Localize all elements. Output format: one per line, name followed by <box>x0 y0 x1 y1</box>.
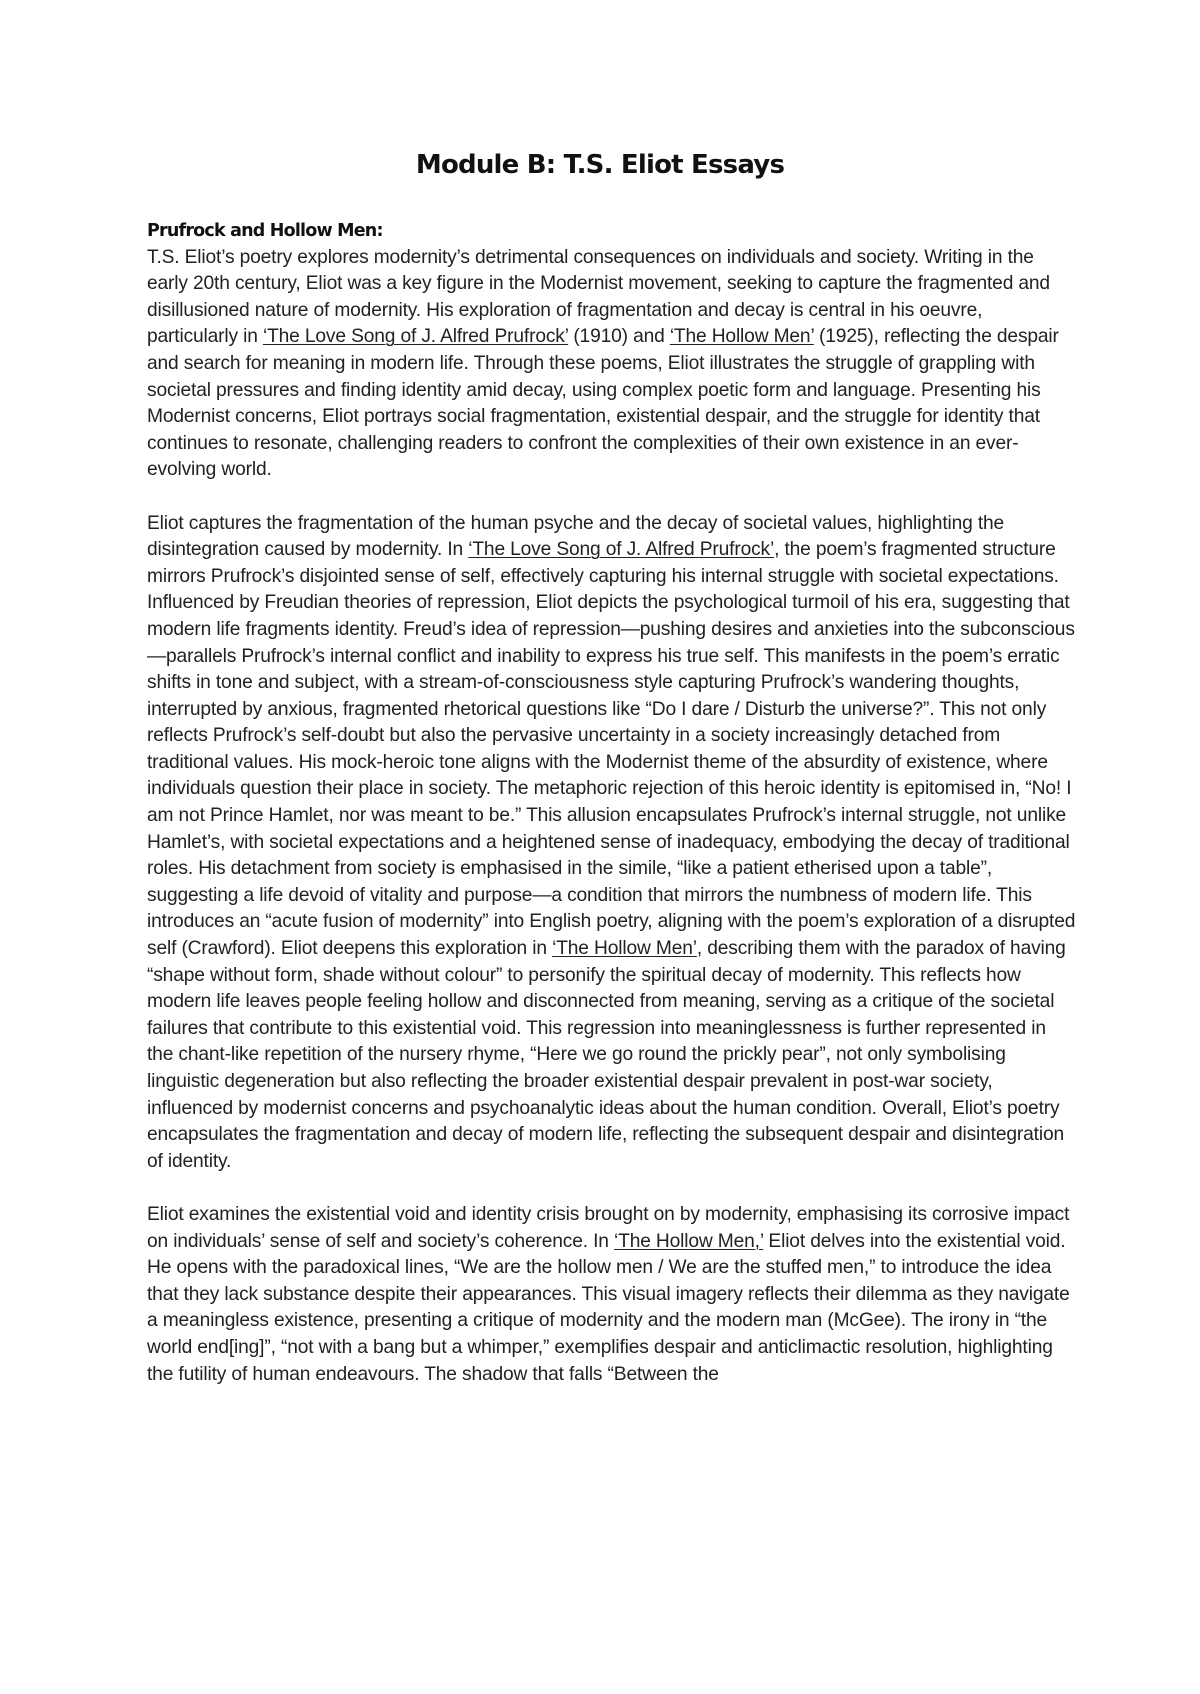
poem-title-reference: ‘The Love Song of J. Alfred Prufrock’ <box>262 326 569 348</box>
paragraph-text: , describing them with the paradox of having “shape without form, shade without colour” to personify the spiritual decay of modernity. This reflects how modern life leaves people feeling hollow and disconnected from meaning, serving as a critique of the societal failures that contribute to this existential void. This regression into meaninglessness is further represented in the chant-like repetition of the nursery rhyme, “Here we go round the prickly pear”, not only symbolising linguistic degeneration but also reflecting the broader existential despair prevalent in post-war society, influenced by modernist concerns and psychoanalytic ideas about the human condition. Overall, Eliot’s poetry encapsulates the fragmentation and decay of modern life, reflecting the subsequent despair and disintegration of identity. <box>147 938 1066 1172</box>
paragraph-list <box>147 245 1077 1389</box>
section-heading: Prufrock and Hollow Men: <box>147 221 383 241</box>
paragraph-text: , the poem’s fragmented structure mirrors Prufrock’s disjointed sense of self, effectively capturing his internal struggle with societal expectations. Influenced by Freudian theories of repression, Eliot depicts the psychological turmoil of his era, suggesting that modern life fragments identity. Freud’s idea of repression—pushing desires and anxieties into the subconscious—parallels Prufrock’s internal conflict and inability to express his true self. This manifests in the poem’s erratic shifts in tone and subject, with a stream-of-consciousness style capturing Prufrock’s wandering thoughts, interrupted by anxious, fragmented rhetorical questions like “Do I dare / Disturb the universe?”. This not only reflects Prufrock’s self-doubt but also the pervasive uncertainty in a society increasingly detached from traditional values. His mock-heroic tone aligns with the Modernist theme of the absurdity of existence, where individuals question their place in society. The metaphoric rejection of this heroic identity is epitomised in, “No! I am not Prince Hamlet, nor was meant to be.” This allusion encapsulates Prufrock’s internal struggle, not unlike Hamlet’s, with societal expectations and a heightened sense of inadequacy, embodying the decay of traditional roles. His detachment from society is emphasised in the simile, “like a patient etherised upon a table”, suggesting a life devoid of vitality and purpose—a condition that mirrors the numbness of modern life. This introduces an “acute fusion of modernity” into English poetry, aligning with the poem’s exploration of a disrupted self (Crawford). Eliot deepens this exploration in <box>147 539 1076 960</box>
poem-title-reference: ‘The Love Song of J. Alfred Prufrock’ <box>468 539 775 561</box>
paragraph-text: Eliot examines the existential void and identity crisis brought on by modernity, emphasising its corrosive impact on individuals’ sense of self and society’s coherence. In <box>147 1203 1070 1252</box>
paragraph <box>147 1202 1077 1388</box>
paragraph-text: (1910) and <box>568 326 670 348</box>
paragraph-text: (1925), reflecting the despair and search for meaning in modern life. Through these poems, Eliot illustrates the struggle of grappling with societal pressures and finding identity amid decay, using complex poetic form and language. Presenting his Modernist concerns, Eliot portrays social fragmentation, existential despair, and the struggle for identity that continues to resonate, challenging readers to confront the complexities of their own existence in an ever-evolving world. <box>147 326 1059 481</box>
document-title: Module B: T.S. Eliot Essays <box>415 150 785 180</box>
poem-title-reference: ‘The Hollow Men’ <box>552 938 697 960</box>
paragraph-text: Eliot delves into the existential void. He opens with the paradoxical lines, “We are the hollow men / We are the stuffed men,” to introduce the idea that they lack substance despite their appearances. This visual imagery reflects their dilemma as they navigate a meaningless existence, presenting a critique of modernity and the modern man (McGee). The irony in “the world end[ing]”, “not with a bang but a whimper,” exemplifies despair and anticlimactic resolution, highlighting the futility of human endeavours. The shadow that falls “Between the <box>147 1230 1070 1385</box>
poem-title-reference: ‘The Hollow Men,’ <box>614 1230 764 1252</box>
paragraph <box>147 245 1077 484</box>
poem-title-reference: ‘The Hollow Men’ <box>669 326 814 348</box>
paragraph-text: Eliot captures the fragmentation of the human psyche and the decay of societal values, highlighting the disintegration caused by modernity. In <box>147 512 1005 561</box>
document-body <box>147 218 1077 1388</box>
paragraph <box>147 511 1077 1176</box>
paragraph-text: T.S. Eliot’s poetry explores modernity’s detrimental consequences on individuals and society. Writing in the early 20th century, Eliot was a key figure in the Modernist movement, seeking to capture the fragmented and disillusioned nature of modernity. His exploration of fragmentation and decay is central in his oeuvre, particularly in <box>147 246 1050 348</box>
